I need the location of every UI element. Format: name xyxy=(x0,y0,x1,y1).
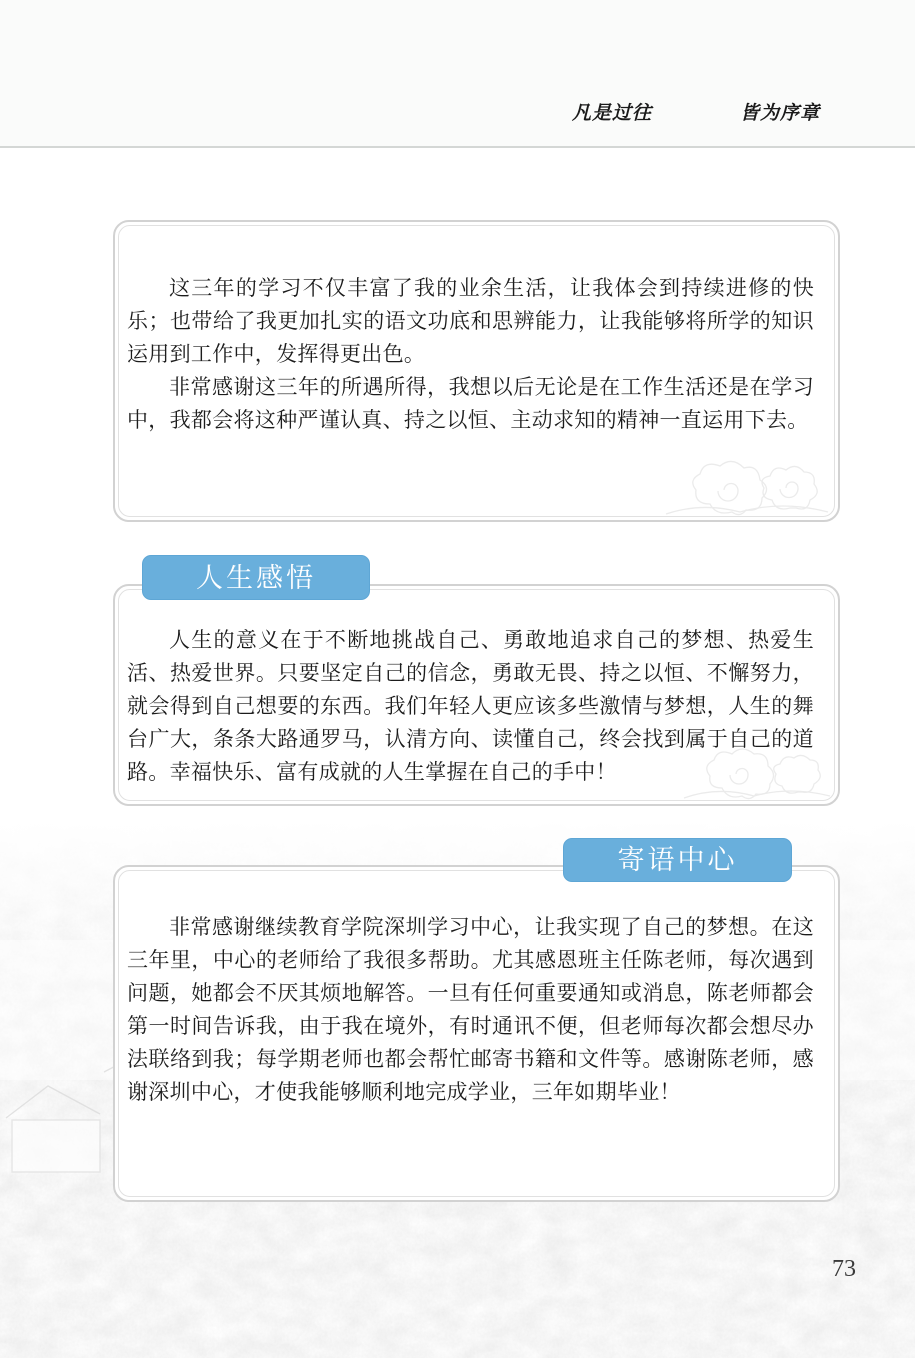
cloud-ornament-box1-icon xyxy=(662,454,832,516)
section-label-life-insight: 人生感悟 xyxy=(142,555,370,600)
intro-paragraph-1: 这三年的学习不仅丰富了我的业余生活，让我体会到持续进修的快乐；也带给了我更加扎实的语文功底和思辨能力，让我能够将所学的知识运用到工作中，发挥得更出色。 xyxy=(127,276,814,366)
message-center-paragraph: 非常感谢继续教育学院深圳学习中心，让我实现了自己的梦想。在这三年里，中心的老师给了我很多帮助。尤其感恩班主任陈老师，每次遇到问题，她都会不厌其烦地解答。一旦有任何重要通知或消息，陈老师都会第一时间告诉我，由于我在境外，有时通讯不便，但老师每次都会想尽办法联络到我；每学期老师也都会帮忙邮寄书籍和文件等。感谢陈老师，感谢深圳中心，才使我能够顺利地完成学业，三年如期毕业！ xyxy=(127,915,814,1104)
message-center-panel xyxy=(113,865,840,1202)
intro-panel xyxy=(113,220,840,522)
page-number: 73 xyxy=(832,1256,856,1282)
life-insight-panel xyxy=(113,584,840,806)
header-motto xyxy=(572,98,820,125)
intro-paragraph-2: 非常感谢这三年的所遇所得，我想以后无论是在工作生活还是在学习中，我都会将这种严谨认真、持之以恒、主动求知的精神一直运用下去。 xyxy=(127,375,814,432)
motto-left: 凡是过往 xyxy=(572,103,653,124)
motto-right: 皆为序章 xyxy=(740,103,821,124)
cloud-ornament-box2-icon xyxy=(682,744,832,800)
page-header xyxy=(0,0,915,148)
life-insight-paragraph: 人生的意义在于不断地挑战自己、勇敢地追求自己的梦想、热爱生活、热爱世界。只要坚定自己的信念，勇敢无畏、持之以恒、不懈努力，就会得到自己想要的东西。我们年轻人更应该多些激情与梦想，人生的舞台广大，条条大路通罗马，认清方向、读懂自己，终会找到属于自己的道路。幸福快乐、富有成就的人生掌握在自己的手中！ xyxy=(127,628,814,784)
section-label-message-center: 寄语中心 xyxy=(563,838,792,882)
